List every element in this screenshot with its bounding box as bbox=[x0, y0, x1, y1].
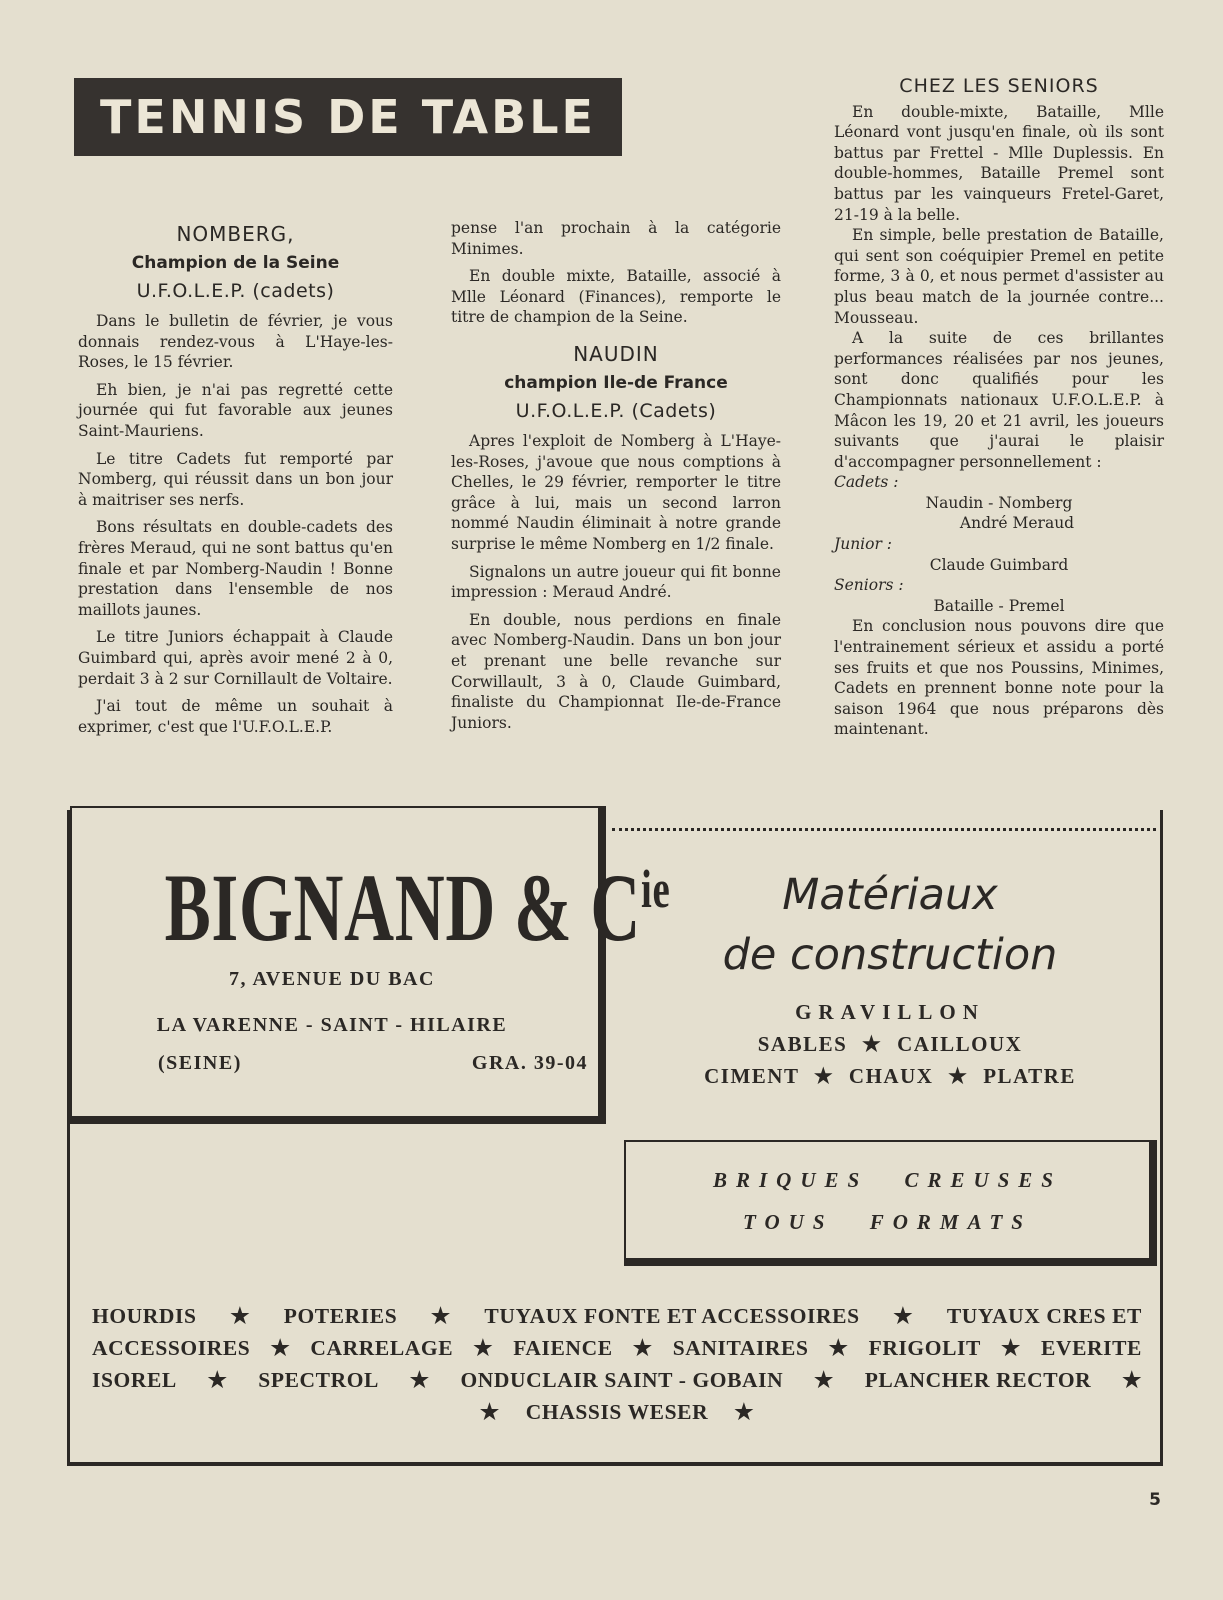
subheading-ufolep-cadets: U.F.O.L.E.P. (Cadets) bbox=[515, 399, 717, 422]
paragraph: En double mixte, Bataille, associé à Mlle Léonard (Finances), remporte le titre de champion de la Seine. bbox=[451, 267, 781, 327]
materials-sables: SABLES ★ CAILLOUX bbox=[757, 1032, 1023, 1056]
briques-box bbox=[624, 1140, 1157, 1266]
paragraph: pense l'an prochain à la catégorie Minimes. bbox=[451, 219, 781, 258]
subheading-ufolep-cadets: U.F.O.L.E.P. (cadets) bbox=[136, 280, 335, 302]
paragraph: Bons résultats en double-cadets des frères Meraud, qui ne sont battus qu'en finale et par Nomberg-Naudin ! Bonne prestation dans l'ensemble de nos maillots jaunes. bbox=[78, 518, 393, 619]
materials-ciment: CIMENT ★ CHAUX ★ PLATRE bbox=[704, 1064, 1076, 1088]
products-row-4: ★ CHASSIS WESER ★ bbox=[479, 1400, 755, 1424]
column-3 bbox=[834, 76, 1164, 740]
paragraph: A la suite de ces brillantes performances réalisées par nos jeunes, sont donc qualifiés pour les Championnats nationaux U.F.O.L.E.P. à Mâcon les 19, 20 et 21 avril, les joueurs suivants que j'aurai le plaisir d'accompagner personnellement : bbox=[834, 329, 1164, 471]
category-label: Seniors : bbox=[834, 576, 904, 595]
bignand-ad-box bbox=[70, 806, 671, 1124]
materials-title-1: Matériaux bbox=[782, 870, 998, 920]
company-dept: (SEINE) bbox=[158, 1052, 242, 1074]
wavy-border bbox=[612, 828, 1163, 837]
products-row-3: ISOREL ★ SPECTROL ★ ONDUCLAIR SAINT - GOBAIN ★ PLANCHER RECTOR ★ bbox=[92, 1368, 1142, 1392]
heading-naudin: NAUDIN bbox=[573, 341, 659, 366]
company-name: BIGNAND & $C^{ie}$ bbox=[164, 854, 671, 961]
company-address: 7, AVENUE DU BAC bbox=[229, 968, 435, 990]
section-banner: TENNIS DE TABLE bbox=[74, 78, 622, 156]
paragraph: Le titre Juniors échappait à Claude Guimbard qui, après avoir mené 2 à 0, perdait 3 à 2 sur Cornillault de Voltaire. bbox=[78, 628, 393, 688]
products-list bbox=[92, 1300, 1142, 1428]
paragraph: Eh bien, je n'ai pas regretté cette journée qui fut favorable aux jeunes Saint-Mauriens. bbox=[78, 380, 393, 440]
column-2 bbox=[451, 218, 781, 740]
company-phone: GRA. 39-04 bbox=[471, 1052, 588, 1074]
player-names: André Meraud bbox=[959, 514, 1075, 533]
player-names: Bataille - Premel bbox=[933, 596, 1065, 615]
category-label: Cadets : bbox=[834, 473, 899, 492]
subheading-champion-idf: champion Ile-de France bbox=[504, 372, 728, 393]
player-names: Naudin - Nomberg bbox=[925, 493, 1073, 512]
heading-nomberg: NOMBERG, bbox=[176, 222, 295, 246]
materials-gravillon: GRAVILLON bbox=[795, 1000, 985, 1024]
player-names: Claude Guimbard bbox=[929, 555, 1069, 574]
products-row-1: HOURDIS ★ POTERIES ★ TUYAUX FONTE ET ACCESSOIRES ★ TUYAUX CRES ET bbox=[92, 1304, 1142, 1328]
paragraph: En double, nous perdions en finale avec Nomberg-Naudin. Dans un bon jour et prenant une belle revanche sur Corwillault, 3 à 0, Claude Guimbard, finaliste du Championnat Ile-de-France Juniors. bbox=[451, 610, 781, 732]
briques-line-1: BRIQUES CREUSES bbox=[712, 1168, 1062, 1192]
paragraph: J'ai tout de même un souhait à exprimer, c'est que l'U.F.O.L.E.P. bbox=[78, 697, 393, 736]
subheading-champion-seine: Champion de la Seine bbox=[131, 253, 340, 273]
materials-title-2: de construction bbox=[722, 930, 1058, 980]
briques-line-2: TOUS FORMATS bbox=[743, 1210, 1032, 1234]
company-contact-row bbox=[158, 1052, 588, 1075]
paragraph: Signalons un autre joueur qui fit bonne impression : Meraud André. bbox=[451, 562, 781, 602]
paragraph: Dans le bulletin de février, je vous donnais rendez-vous à L'Haye-les-Roses, le 15 février. bbox=[78, 312, 393, 372]
products-row-2: ACCESSOIRES ★ CARRELAGE ★ FAIENCE ★ SANITAIRES ★ FRIGOLIT ★ EVERITE bbox=[92, 1336, 1142, 1360]
paragraph: En conclusion nous pouvons dire que l'entrainement sérieux et assidu a porté ses fruits et que nos Poussins, Minimes, Cadets en prennent bonne note pour la saison 1964 que nous préparons dès maintenant. bbox=[834, 617, 1164, 739]
company-city: LA VARENNE - SAINT - HILAIRE bbox=[156, 1014, 508, 1036]
paragraph: Apres l'exploit de Nomberg à L'Haye-les-Roses, j'avoue que nous comptions à Chelles, le 29 février, remporter le titre grâce à lui, mais un second larron nommé Naudin éliminait à notre grande surprise le même Nomberg en 1/2 finale. bbox=[451, 431, 781, 553]
paragraph: En simple, belle prestation de Bataille, qui sent son coéquipier Premel en petite forme, 3 à 0, et nous permet d'assister au plus beau match de la journée contre... Mousseau. bbox=[834, 226, 1164, 327]
paragraph: En double-mixte, Bataille, Mlle Léonard vont jusqu'en finale, où ils sont battus par Frettel - Mlle Duplessis. En double-hommes, Bataille Premel sont battus par les vainqueurs Fretel-Garet, 21-19 à la belle. bbox=[834, 102, 1164, 224]
paragraph: Le titre Cadets fut remporté par Nomberg, qui réussit dans un bon jour à maitriser ses nerfs. bbox=[78, 449, 393, 509]
column-1 bbox=[78, 222, 393, 744]
heading-seniors: CHEZ LES SENIORS bbox=[899, 75, 1099, 97]
page-number: 5 bbox=[1149, 1490, 1161, 1510]
category-label: Junior : bbox=[834, 535, 893, 554]
